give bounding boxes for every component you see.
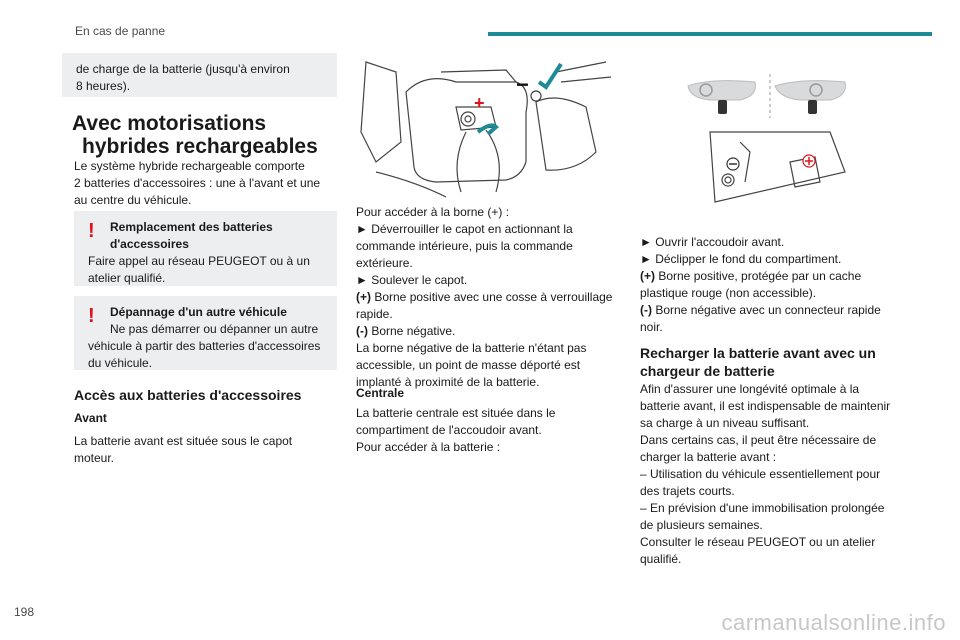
charging-heading-line-2: chargeur de batterie (640, 363, 775, 379)
warning-box-jumpstart (74, 296, 337, 370)
avant-label: Avant (74, 411, 107, 425)
negative-terminal-line (356, 323, 621, 340)
positive-text: Borne positive avec une cosse à verrouillage (371, 290, 613, 304)
centrale-paragraph (356, 405, 621, 456)
instruction-line: commande intérieure, puis la commande (356, 239, 573, 253)
body-line: – En prévision d'une immobilisation prolongée (640, 501, 885, 515)
body-line: sa charge à un niveau suffisant. (640, 416, 810, 430)
negative-label: (-) (356, 324, 368, 338)
warning-2-body-line-3: du véhicule. (88, 356, 153, 370)
body-line: – Utilisation du véhicule essentiellement pour (640, 467, 881, 481)
central-battery-illustration (640, 52, 920, 222)
body-line: Dans certains cas, il peut être nécessaire de (640, 433, 877, 447)
intro-line-1: Le système hybride rechargeable comporte (74, 159, 305, 173)
charging-paragraph (640, 381, 920, 568)
centrale-line-1: La batterie centrale est située dans le (356, 406, 556, 420)
instruction-line: Pour accéder à la borne (+) : (356, 205, 510, 219)
figure-plus-label: + (474, 93, 485, 113)
charging-heading (640, 344, 920, 380)
positive-terminal-line (356, 289, 621, 306)
intro-line-2: 2 batteries d'accessoires : une à l'avant et une (74, 176, 321, 190)
body-line: Afin d'assurer une longévité optimale à la (640, 382, 860, 396)
positive-text-line-2: rapide. (356, 307, 393, 321)
note-line: accessible, un point de masse déporté est (356, 358, 581, 372)
step-line: ► Déclipper le fond du compartiment. (640, 252, 842, 266)
watermark: carmanualsonline.info (721, 610, 946, 635)
section-heading-line-1: Avec motorisations (72, 112, 267, 135)
body-line: des trajets courts. (640, 484, 735, 498)
negative-text: Borne négative avec un connecteur rapide (652, 303, 881, 317)
body-line: charger la batterie avant : (640, 450, 777, 464)
body-line: Consulter le réseau PEUGEOT ou un atelier (640, 535, 876, 549)
section-heading-line-2: hybrides rechargeables (82, 135, 318, 158)
continuation-line-2: 8 heures). (76, 79, 131, 93)
figure-minus-label: − (516, 72, 529, 97)
centrale-line-3: Pour accéder à la batterie : (356, 440, 501, 454)
warning-box-replacement (74, 211, 337, 286)
central-battery-drawing (640, 52, 920, 222)
positive-terminal-line (640, 268, 920, 285)
continuation-note-box (62, 53, 337, 97)
instruction-line: ► Soulever le capot. (356, 273, 468, 287)
warning-exclamation-icon: ! (88, 220, 95, 242)
continuation-line-1: de charge de la batterie (jusqu'à environ (76, 62, 290, 76)
front-access-instructions (356, 204, 621, 391)
negative-terminal-line (640, 302, 920, 319)
avant-line-1: La batterie avant est située sous le capot (74, 434, 293, 448)
warning-2-title: Dépannage d'un autre véhicule (110, 305, 287, 319)
arrow-icon (539, 64, 561, 87)
body-line: batterie avant, il est indispensable de maintenir (640, 399, 891, 413)
negative-label: (-) (640, 303, 652, 317)
warning-exclamation-icon: ! (88, 305, 95, 327)
negative-text: Borne négative. (368, 324, 456, 338)
warning-1-title-line-2: d'accessoires (110, 237, 189, 251)
positive-label: (+) (356, 290, 371, 304)
warning-1-body-line-1: Faire appel au réseau PEUGEOT ou à un (88, 254, 310, 268)
positive-label: (+) (640, 269, 655, 283)
centrale-line-2: compartiment de l'accoudoir avant. (356, 423, 542, 437)
body-line: qualifié. (640, 552, 682, 566)
page-number: 198 (14, 605, 35, 619)
section-title: En cas de panne (75, 24, 166, 38)
warning-1-body-line-2: atelier qualifié. (88, 271, 166, 285)
arrow-icon (478, 125, 496, 134)
warning-2-body-line-2: véhicule à partir des batteries d'accessoires (88, 339, 321, 353)
warning-1-title-line-1: Remplacement des batteries (110, 220, 273, 234)
central-access-steps (640, 234, 920, 336)
positive-text-line-2: plastique rouge (non accessible). (640, 286, 817, 300)
positive-text: Borne positive, protégée par un cache (655, 269, 862, 283)
body-line: de plusieurs semaines. (640, 518, 763, 532)
avant-paragraph (74, 433, 344, 467)
negative-text-line-2: noir. (640, 320, 663, 334)
section-heading (72, 112, 318, 158)
step-line: ► Ouvrir l'accoudoir avant. (640, 235, 785, 249)
avant-line-2: moteur. (74, 451, 115, 465)
subsection-heading: Accès aux batteries d'accessoires (74, 387, 302, 403)
header-accent-bar (488, 32, 932, 36)
warning-2-body-line-1: Ne pas démarrer ou dépanner un autre (110, 322, 319, 336)
front-battery-illustration (356, 52, 616, 202)
instruction-line: ► Déverrouiller le capot en actionnant la (356, 222, 573, 236)
intro-line-3: au centre du véhicule. (74, 193, 192, 207)
instruction-line: extérieure. (356, 256, 413, 270)
intro-paragraph (74, 158, 344, 209)
centrale-label: Centrale (356, 386, 405, 400)
note-line: implanté à proximité de la batterie. (356, 375, 540, 389)
charging-heading-line-1: Recharger la batterie avant avec un (640, 345, 876, 361)
front-battery-drawing (356, 52, 616, 202)
note-line: La borne négative de la batterie n'étant pas (356, 341, 587, 355)
